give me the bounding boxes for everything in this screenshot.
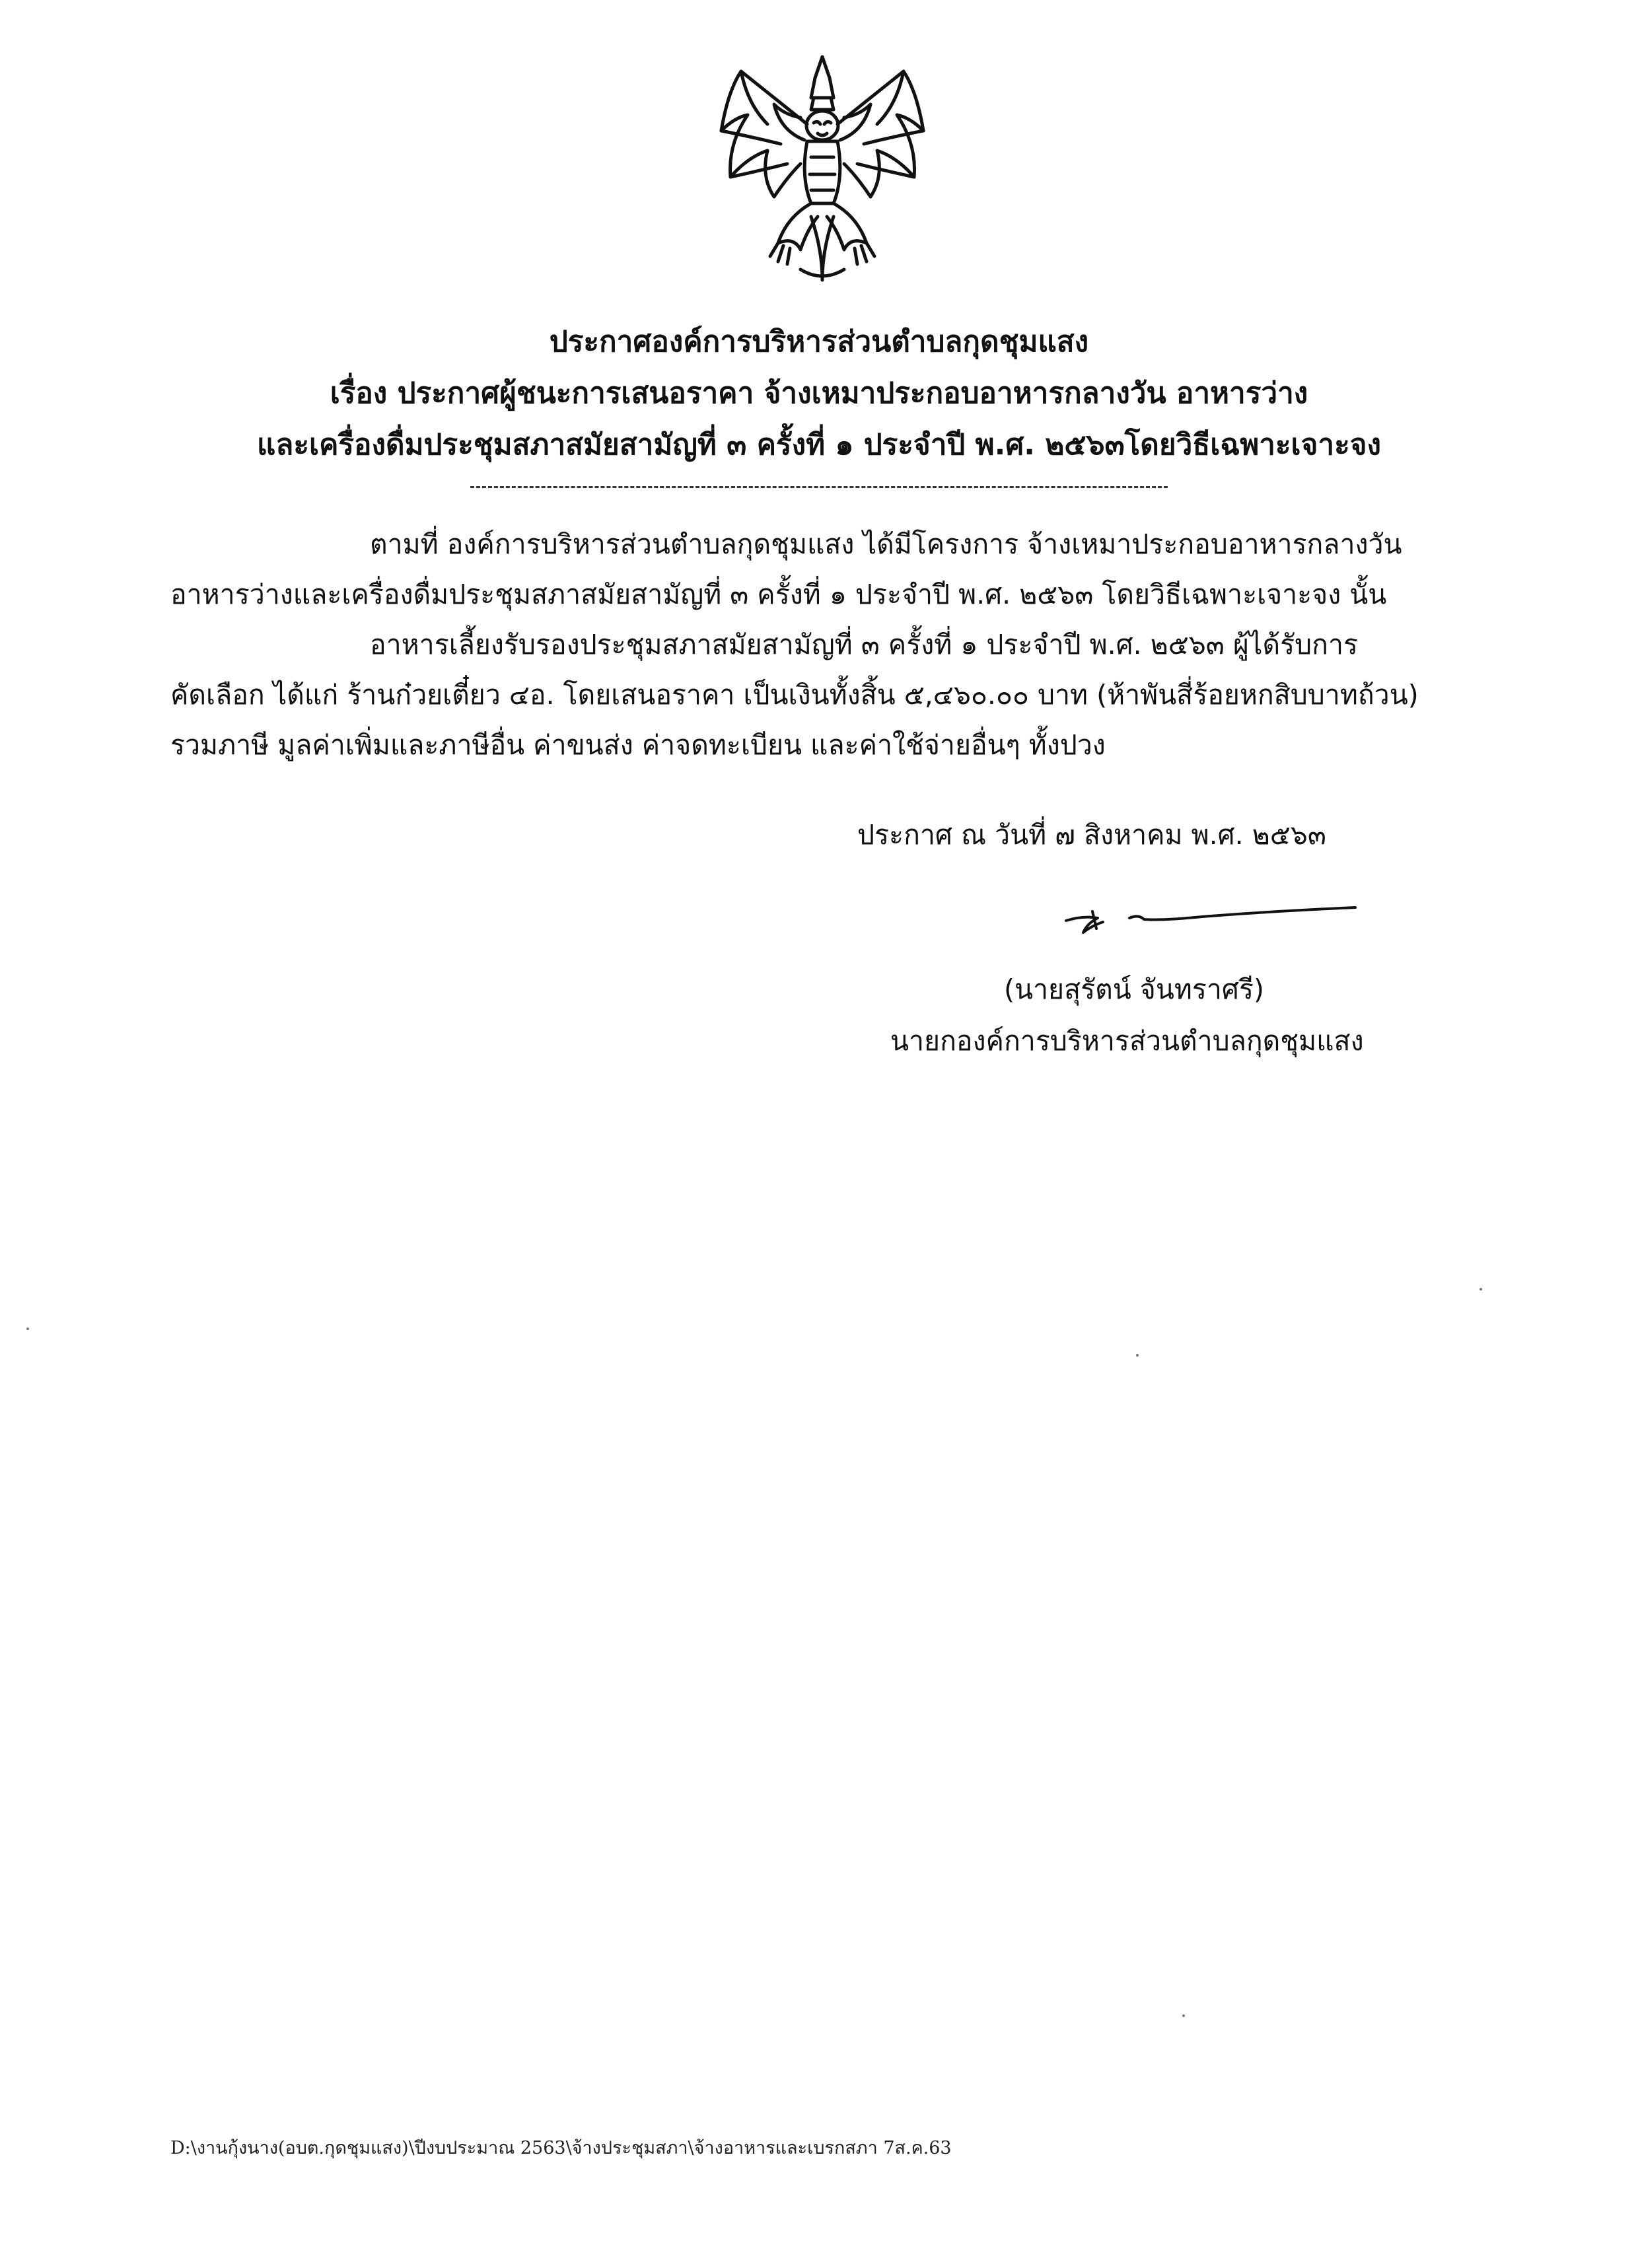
body-paragraph-line: อาหารเลี้ยงรับรองประชุมสภาสมัยสามัญที่ ๓ ครั้งที่ ๑ ประจำปี พ.ศ. ๒๕๖๓ ผู้ได้รับการ [370,629,1359,660]
scan-speck [1182,2014,1185,2017]
scan-speck [1479,1288,1482,1291]
signer-name: (นายสุรัตน์ จันทราศรี) [1004,974,1264,1005]
file-path-footer: D:\งานกุ้งนาง(อบต.กุดชุมแสง)\ปีงบประมาณ 2563\จ้างประชุมสภา\จ้างอาหารและเบรกสภา 7ส.ค.63 [170,2138,952,2158]
body-paragraph-line: ตามที่ องค์การบริหารส่วนตำบลกุดชุมแสง ได้มีโครงการ จ้างเหมาประกอบอาหารกลางวัน [370,528,1402,560]
subject-line: เรื่อง ประกาศผู้ชนะการเสนอราคา จ้างเหมาประกอบอาหารกลางวัน อาหารว่าง [330,376,1308,410]
announcement-date: ประกาศ ณ วันที่ ๗ สิงหาคม พ.ศ. ๒๕๖๓ [857,819,1326,851]
handwritten-signature [1057,892,1361,944]
subject-line-continued: และเครื่องดื่มประชุมสภาสมัยสามัญที่ ๓ ครั้งที่ ๑ ประจำปี พ.ศ. ๒๕๖๓โดยวิธีเฉพาะเจาะจง [257,428,1381,462]
signer-title: นายกองค์การบริหารส่วนตำบลกุดชุมแสง [890,1025,1364,1057]
body-paragraph-line: คัดเลือก ได้แก่ ร้านก๋วยเตี๋ยว ๔อ. โดยเสนอราคา เป็นเงินทั้งสิ้น ๕,๔๖๐.๐๐ บาท (ห้าพันสี่ร้อยหกสิบบาทถ้วน) [170,679,1419,711]
garuda-emblem-icon [701,52,943,289]
announcement-heading: ประกาศองค์การบริหารส่วนตำบลกุดชุมแสง [549,325,1089,359]
body-paragraph-line: รวมภาษี มูลค่าเพิ่มและภาษีอื่น ค่าขนส่ง ค่าจดทะเบียน และค่าใช้จ่ายอื่นๆ ทั้งปวง [170,729,1106,761]
scan-speck [1136,1354,1139,1357]
body-paragraph-line: อาหารว่างและเครื่องดื่มประชุมสภาสมัยสามัญที่ ๓ ครั้งที่ ๑ ประจำปี พ.ศ. ๒๕๖๓ โดยวิธีเฉพาะเจาะจง นั้น [170,579,1387,610]
scan-speck [26,1328,29,1330]
dashed-divider [470,486,1168,488]
